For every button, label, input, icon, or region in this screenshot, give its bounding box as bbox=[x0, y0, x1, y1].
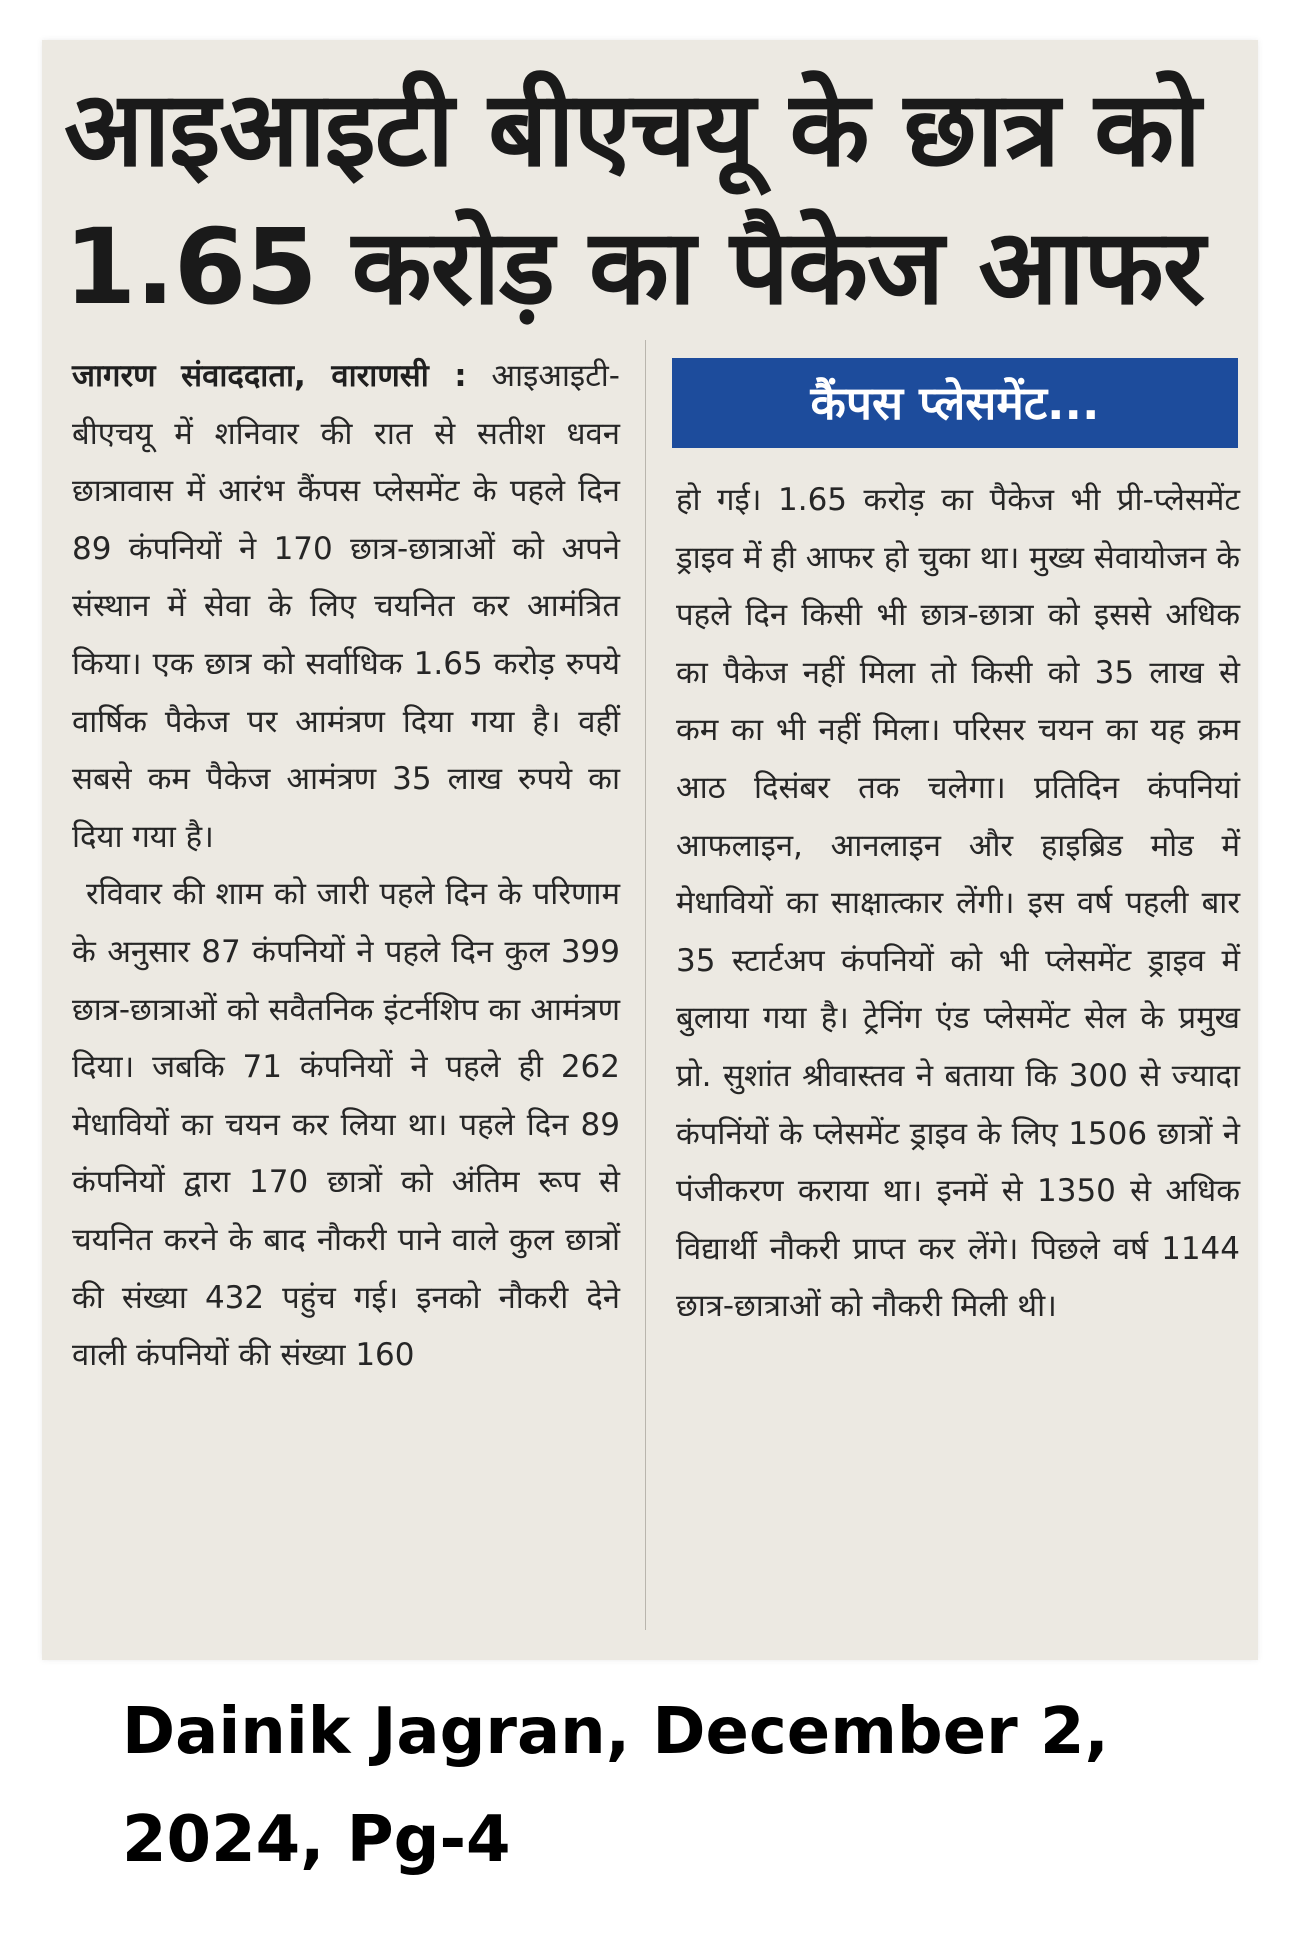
headline bbox=[64, 60, 1244, 336]
article-column-right bbox=[676, 472, 1240, 1336]
caption-line-1: Dainik Jagran, December 2, bbox=[122, 1695, 1109, 1769]
article-paragraph-2: रविवार की शाम को जारी पहले दिन के परिणाम के अनुसार 87 कंपनियों ने पहले दिन कुल 399 छात्र-छात्राओं को सवैतनिक इंटर्नशिप का आमंत्रण दिया। जबकि 71 कंपनियों ने पहले ही 262 मेधावियों का चयन कर लिया था। पहले दिन 89 कंपनियों द्वारा 170 छात्रों को अंतिम रूप से चयनित करने के बाद नौकरी पाने वाले कुल छात्रों की संख्या 432 पहुंच गई। इनको नौकरी देने वाली कंपनियों की संख्या 160 bbox=[72, 876, 620, 1374]
paragraph-1-text: आइआइटी-बीएचयू में शनिवार की रात से सतीश धवन छात्रावास में आरंभ कैंपस प्लेसमेंट के पहले दिन 89 कंपनियों ने 170 छात्र-छात्राओं को अपने संस्थान में सेवा के लिए चयनित कर आमंत्रित किया। एक छात्र को सर्वाधिक 1.65 करोड़ रुपये वार्षिक पैकेज पर आमंत्रण दिया गया है। वहीं सबसे कम पैकेज आमंत्रण 35 लाख रुपये का दिया गया है। bbox=[72, 358, 620, 855]
column-divider bbox=[645, 340, 646, 1630]
byline: जागरण संवाददाता, वाराणसी : bbox=[72, 358, 467, 394]
section-banner: कैंपस प्लेसमेंट... bbox=[672, 358, 1238, 448]
article-paragraph-1 bbox=[72, 348, 620, 866]
headline-line-1: आइआइटी बीएचयू के छात्र को bbox=[64, 68, 1201, 190]
headline-line-2: 1.65 करोड़ का पैकेज आफर bbox=[64, 206, 1205, 328]
newspaper-clipping bbox=[42, 40, 1258, 1660]
article-paragraph-3: हो गई। 1.65 करोड़ का पैकेज भी प्री-प्लेसमेंट ड्राइव में ही आफर हो चुका था। मुख्य सेवायोजन के पहले दिन किसी भी छात्र-छात्रा को इससे अधिक का पैकेज नहीं मिला तो किसी को 35 लाख से कम का भी नहीं मिला। परिसर चयन का यह क्रम आठ दिसंबर तक चलेगा। प्रतिदिन कंपनियां आफलाइन, आनलाइन और हाइब्रिड मोड में मेधावियों का साक्षात्कार लेंगी। इस वर्ष पहली बार 35 स्टार्टअप कंपनियों को भी प्लेसमेंट ड्राइव में बुलाया गया है। ट्रेनिंग एंड प्लेसमेंट सेल के प्रमुख प्रो. सुशांत श्रीवास्तव ने बताया कि 300 से ज्यादा कंपनिंयों के प्लेसमेंट ड्राइव के लिए 1506 छात्रों ने पंजीकरण कराया था। इनमें से 1350 से अधिक विद्यार्थी नौकरी प्राप्त कर लेंगे। पिछले वर्ष 1144 छात्र-छात्राओं को नौकरी मिली थी। bbox=[676, 482, 1240, 1325]
source-caption bbox=[122, 1678, 1162, 1894]
article-column-left bbox=[72, 348, 620, 1385]
caption-line-2: 2024, Pg-4 bbox=[122, 1803, 511, 1877]
